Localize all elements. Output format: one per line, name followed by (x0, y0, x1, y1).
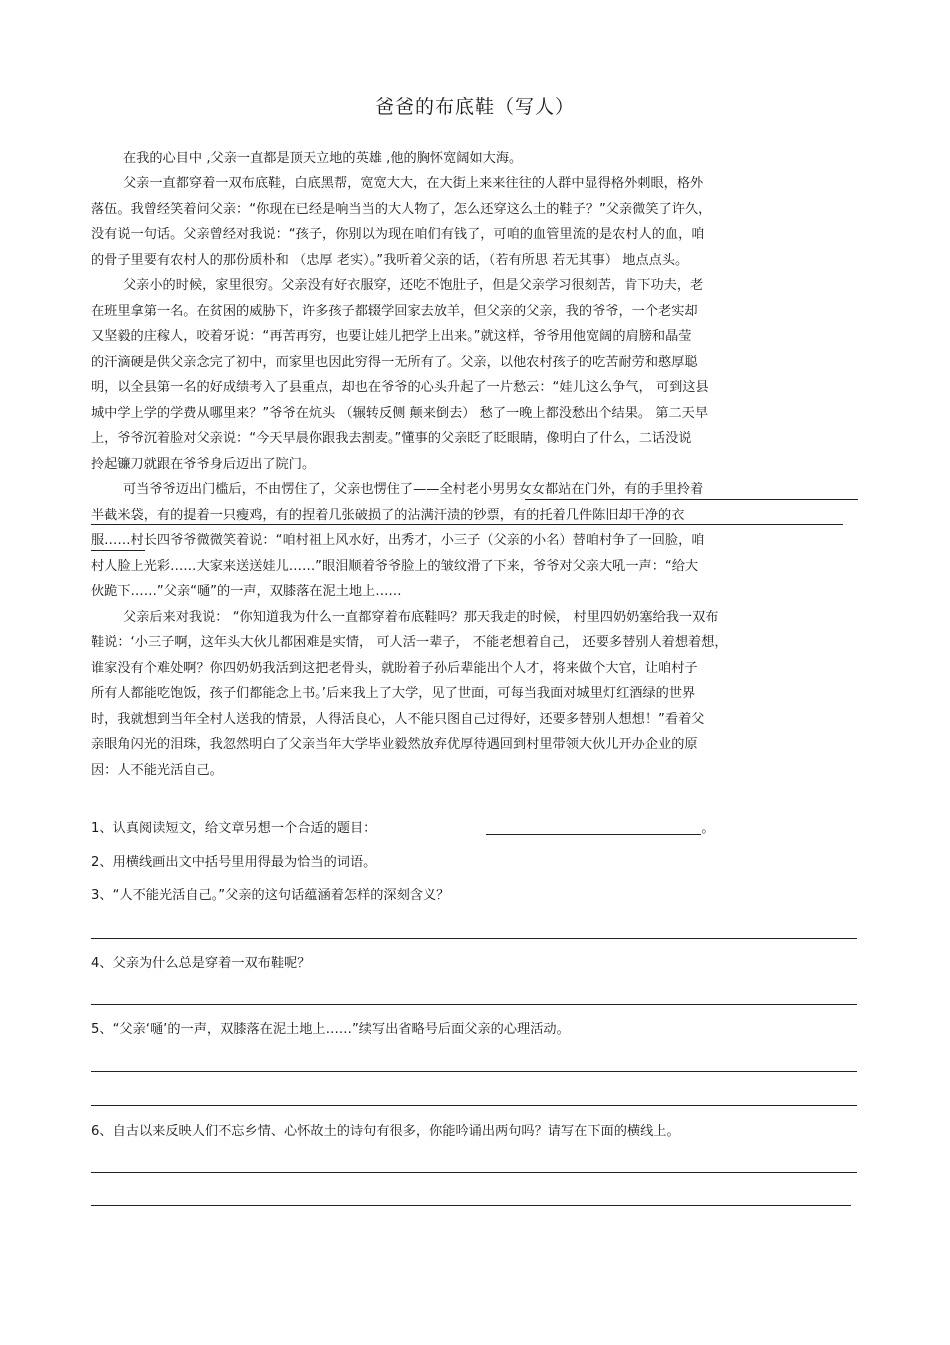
passage-line: 上，爷爷沉着脸对父亲说：“今天早晨你跟我去割麦。”懂事的父亲眨了眨眼睛，像明白了什么，二话没说 (91, 431, 692, 446)
question-4: 4、父亲为什么总是穿着一双布鞋呢？ (91, 956, 311, 971)
passage-line: 伙跪下……”父亲“嗵”的一声，双膝落在泥土地上…… (91, 584, 402, 599)
passage-line: 在班里拿第一名。在贫困的威胁下，许多孩子都辍学回家去放羊，但父亲的父亲，我的爷爷，一个老实却 (91, 304, 698, 319)
passage-line: 父亲后来对我说： “你知道我为什么一直都穿着布底鞋吗？那天我走的时候， 村里四奶奶塞给我一双布 (123, 610, 719, 625)
passage-line: 亲眼角闪光的泪珠，我忽然明白了父亲当年大学毕业毅然放弃优厚待遇回到村里带领大伙儿开办企业的原 (91, 737, 698, 752)
passage-line: 时，我就想到当年全村人送我的情景，人得活良心，人不能只图自己过得好，还要多替别人想想！”看着父 (91, 712, 705, 727)
passage-underline (525, 499, 858, 500)
answer-line[interactable] (91, 1071, 857, 1072)
page-title: 爸爸的布底鞋（写人） (374, 96, 575, 118)
answer-line[interactable] (91, 938, 857, 939)
passage-underline (91, 550, 145, 551)
question-6: 6、自古以来反映人们不忘乡情、心怀故土的诗句有很多，你能吟诵出两句吗？请写在下面的横线上。 (91, 1124, 680, 1139)
passage-line: 在我的心目中 ,父亲一直都是顶天立地的英雄 ,他的胸怀宽阔如大海。 (123, 151, 523, 166)
question-3: 3、“人不能光活自己。”父亲的这句话蕴涵着怎样的深刻含义？ (91, 888, 450, 903)
passage-line: 服……村长四爷爷微微笑着说：“咱村祖上风水好，出秀才，小三子（父亲的小名）替咱村争了一回脸，咱 (91, 533, 705, 548)
passage-line: 的骨子里要有农村人的那份质朴和 （忠厚 老实）。”我听着父亲的话，（若有所思 若无其事） 地点点头。 (91, 253, 689, 268)
answer-line[interactable] (91, 1172, 857, 1173)
passage-underline (91, 524, 843, 525)
passage-line: 鞋说：‘小三子啊，这年头大伙儿都困难是实情， 可人活一辈子， 不能老想着自己， 还要多替别人着想着想， (91, 635, 728, 650)
question-5: 5、“父亲‘嗵’的一声，双膝落在泥土地上……”续写出省略号后面父亲的心理活动。 (91, 1022, 570, 1037)
passage-line: 城中学上学的学费从哪里来？”爷爷在炕头 （辗转反侧 颠来倒去） 愁了一晚上都没愁出个结果。 第二天早 (91, 406, 709, 421)
answer-line[interactable] (91, 1105, 857, 1106)
passage-line: 所有人都能吃饱饭，孩子们都能念上书。’后来我上了大学，见了世面，可每当我面对城里灯红酒绿的世界 (91, 686, 696, 701)
passage-line: 没有说一句话。父亲曾经对我说：“孩子，你别以为现在咱们有钱了，可咱的血管里流的是农村人的血，咱 (91, 227, 705, 242)
passage-line: 的汗滴硬是供父亲念完了初中，而家里也因此穷得一无所有了。父亲，以他农村孩子的吃苦耐劳和憨厚聪 (91, 355, 698, 370)
question-text: 1、认真阅读短文，给文章另想一个合适的题目： (91, 821, 377, 836)
question-tail: 。 (701, 821, 715, 836)
passage-line: 明，以全县第一名的好成绩考入了县重点，却也在爷爷的心头升起了一片愁云：“娃儿这么争气， 可到这县 (91, 380, 709, 395)
answer-line[interactable] (91, 1004, 857, 1005)
passage-line: 又坚毅的庄稼人，咬着牙说：“再苦再穷，也要让娃儿把学上出来。”就这样，爷爷用他宽阔的肩膀和晶莹 (91, 329, 692, 344)
passage-line: 半截米袋，有的提着一只瘦鸡，有的捏着几张破损了的沾满汗渍的钞票，有的托着几件陈旧却干净的衣 (91, 508, 685, 523)
answer-blank[interactable] (486, 820, 701, 835)
passage-line: 父亲一直都穿着一双布底鞋，白底黑帮，宽宽大大，在大街上来来往往的人群中显得格外刺眼，格外 (123, 176, 704, 191)
question-2: 2、用横线画出文中括号里用得最为恰当的词语。 (91, 855, 377, 870)
answer-line[interactable] (91, 1205, 851, 1206)
passage-line: 村人脸上光彩……大家来送送娃儿……”眼泪顺着爷爷脸上的皱纹滑了下来，爷爷对父亲大吼一声：“给大 (91, 559, 699, 574)
passage-line: 父亲小的时候，家里很穷。父亲没有好衣服穿，还吃不饱肚子，但是父亲学习很刻苦，肯下功夫，老 (123, 278, 704, 293)
passage-line: 拎起镰刀就跟在爷爷身后迈出了院门。 (91, 457, 316, 472)
question-1 (91, 820, 715, 838)
passage-line: 因：人不能光活自己。 (91, 763, 223, 778)
passage-line: 落伍。我曾经笑着问父亲：“你现在已经是响当当的大人物了，怎么还穿这么土的鞋子？”父亲微笑了许久， (91, 202, 712, 217)
passage-line: 谁家没有个难处啊？你四奶奶我活到这把老骨头，就盼着子孙后辈能出个人才，将来做个大官，让咱村子 (91, 661, 698, 676)
passage-line: 可当爷爷迈出门槛后，不由愣住了，父亲也愣住了——全村老小男男女女都站在门外，有的手里拎着 (123, 482, 704, 497)
